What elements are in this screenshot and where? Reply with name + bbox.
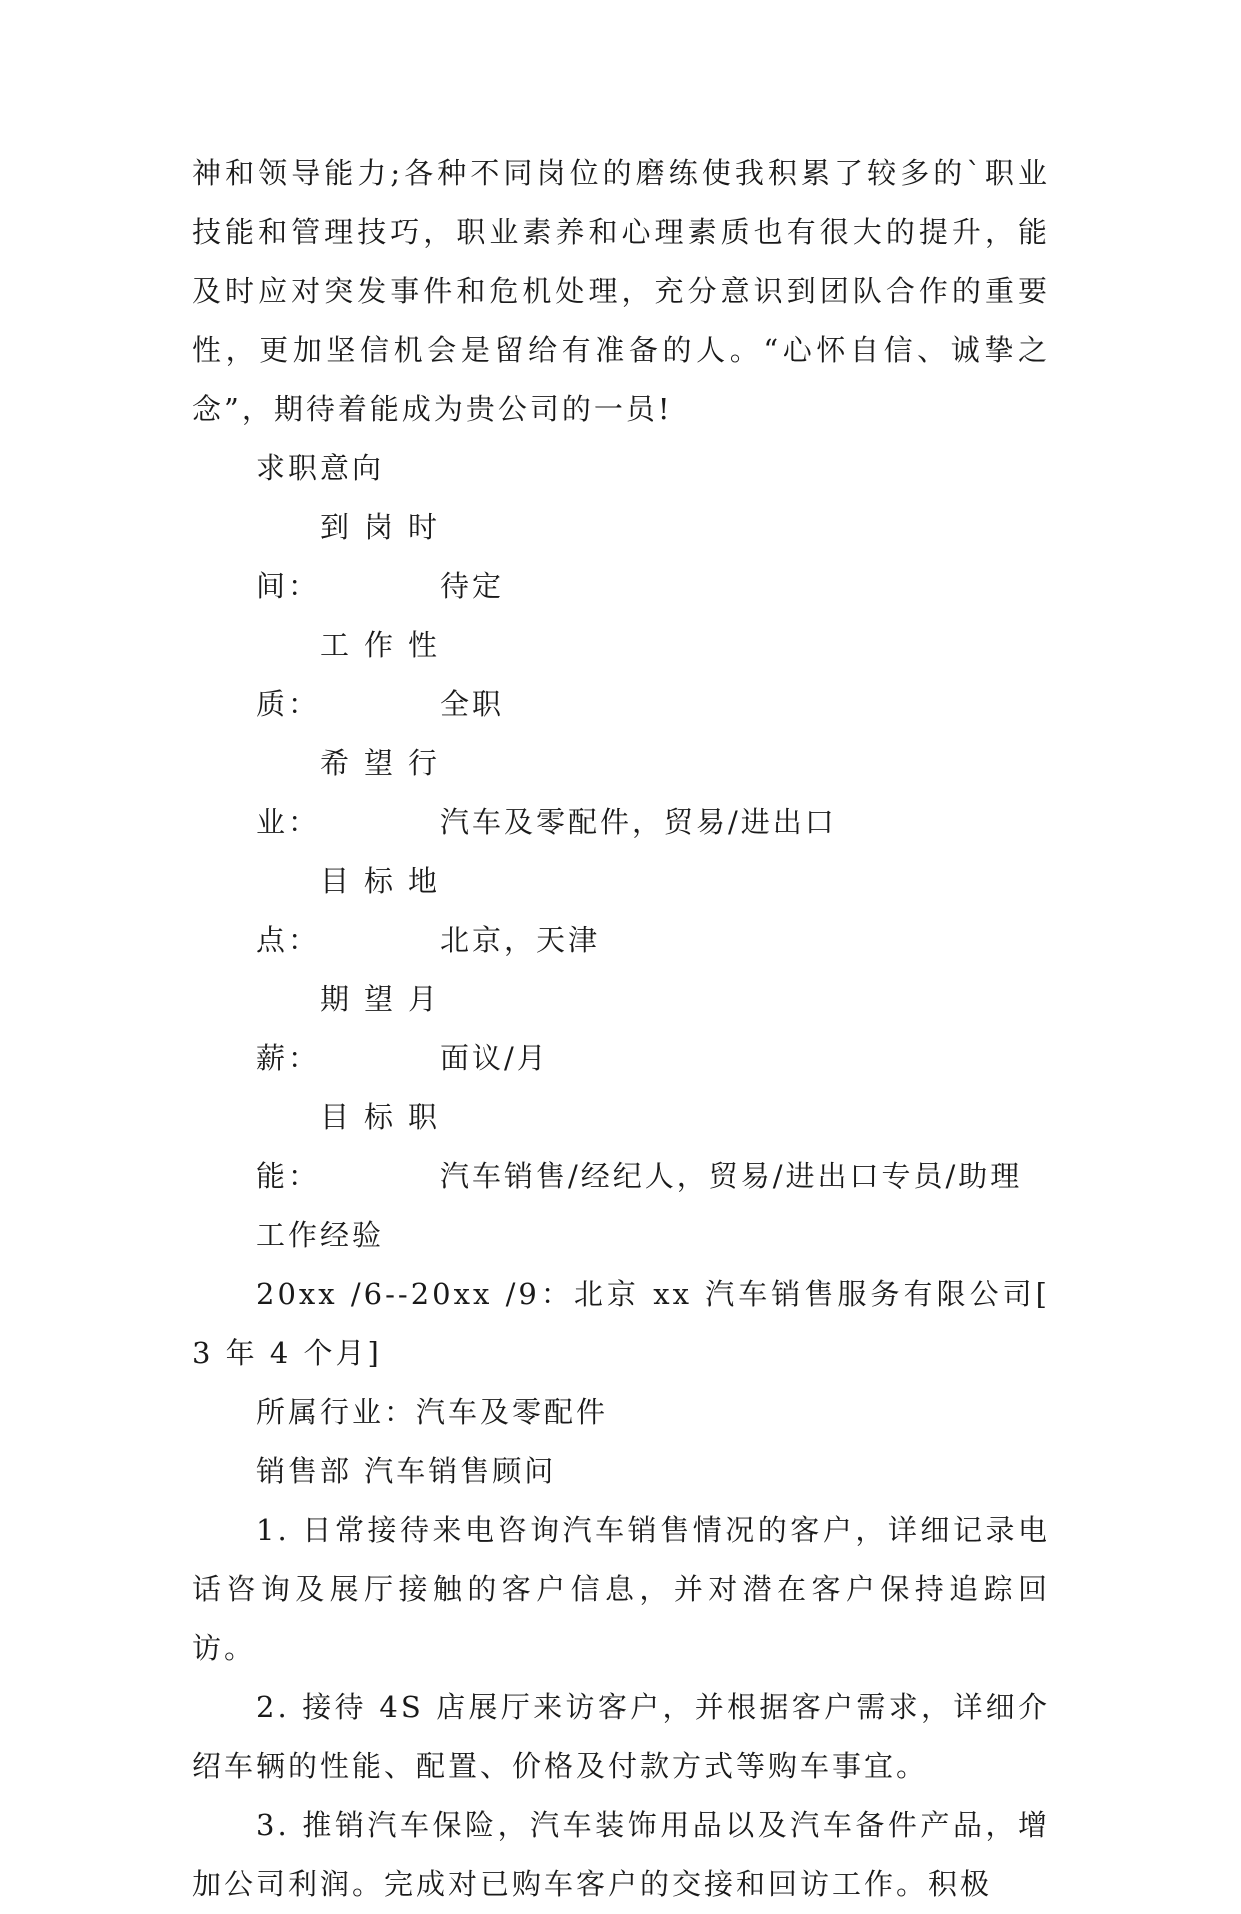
work-experience-heading: 工作经验	[256, 1218, 385, 1252]
duty-item-3: 3. 推销汽车保险，汽车装饰用品以及汽车备件产品，增加公司利润。完成对已购车客户的交接和回访工作。积极	[192, 1808, 1050, 1901]
work-industry: 所属行业：汽车及零配件	[256, 1395, 609, 1429]
field-label: 工作性质：	[256, 628, 440, 721]
job-intent-location	[192, 852, 1050, 970]
work-department: 销售部 汽车销售顾问	[256, 1454, 557, 1488]
field-value: 全职	[440, 687, 505, 721]
field-value: 汽车销售/经纪人，贸易/进出口专员/助理	[440, 1159, 1023, 1193]
duty-item-1: 1. 日常接待来电咨询汽车销售情况的客户，详细记录电话咨询及展厅接触的客户信息，并对潜在客户保持追踪回访。	[192, 1513, 1050, 1665]
field-value: 面议/月	[440, 1041, 549, 1075]
document-body	[192, 144, 1050, 1914]
duty-item-2: 2. 接待 4S 店展厅来访客户，并根据客户需求，详细介绍车辆的性能、配置、价格及付款方式等购车事宜。	[192, 1690, 1050, 1783]
field-value: 汽车及零配件，贸易/进出口	[440, 805, 837, 839]
job-intent-type	[192, 616, 1050, 734]
job-intent-arrival	[192, 498, 1050, 616]
field-label: 目标职能：	[256, 1100, 440, 1193]
field-value: 北京，天津	[440, 923, 601, 957]
field-label: 期望月薪：	[256, 982, 440, 1075]
field-label: 到岗时间：	[256, 510, 440, 603]
intro-paragraph: 神和领导能力;各种不同岗位的磨练使我积累了较多的`职业技能和管理技巧，职业素养和心理素质也有很大的提升，能及时应对突发事件和危机处理，充分意识到团队合作的重要性，更加坚信机会是留给有准备的人。“心怀自信、诚挚之念”，期待着能成为贵公司的一员!	[192, 156, 1050, 426]
job-intent-function	[192, 1088, 1050, 1206]
field-value: 待定	[440, 569, 505, 603]
work-period: 20xx /6--20xx /9：北京 xx 汽车销售服务有限公司[ 3 年 4 个月]	[192, 1277, 1050, 1370]
job-intent-industry	[192, 734, 1050, 852]
field-label: 目标地点：	[256, 864, 440, 957]
job-intent-heading: 求职意向	[256, 451, 385, 485]
field-label: 希望行业：	[256, 746, 440, 839]
job-intent-salary	[192, 970, 1050, 1088]
